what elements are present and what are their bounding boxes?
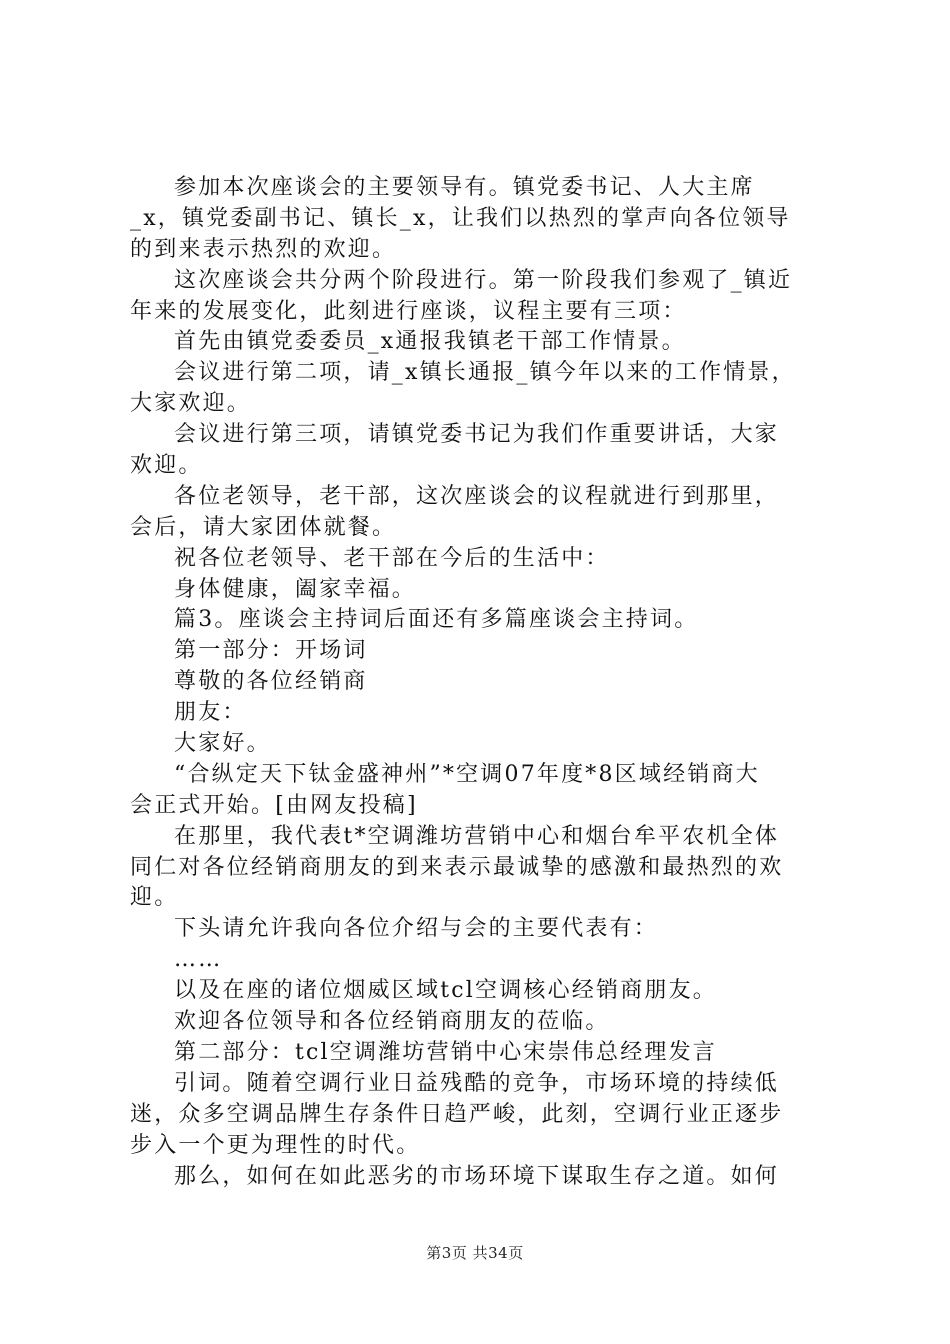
text-line: 第二部分：tcl空调潍坊营销中心宋崇伟总经理发言: [174, 1039, 717, 1065]
text-line: 引词。随着空调行业日益残酷的竞争，市场环境的持续低: [174, 1070, 780, 1096]
text-line: ……: [174, 947, 223, 973]
text-line: 会议进行第三项，请镇党委书记为我们作重要讲话，大家: [174, 422, 780, 448]
text-line: 大家好。: [174, 731, 271, 757]
text-line: 欢迎各位领导和各位经销商朋友的莅临。: [174, 1009, 610, 1035]
text-line: 在那里，我代表t*空调潍坊营销中心和烟台牟平农机全体: [174, 823, 780, 849]
text-line: 这次座谈会共分两个阶段进行。第一阶段我们参观了_镇近: [174, 267, 793, 293]
text-line: 会议进行第二项，请_x镇长通报_镇今年以来的工作情景，: [174, 360, 796, 386]
page-number-footer: 第3页 共34页: [426, 1244, 524, 1262]
text-line: _x，镇党委副书记、镇长_x，让我们以热烈的掌声向各位领导: [130, 205, 791, 231]
text-line: 同仁对各位经销商朋友的到来表示最诚挚的感激和最热烈的欢: [130, 854, 784, 880]
text-line: 各位老领导，老干部，这次座谈会的议程就进行到那里，: [174, 483, 780, 509]
text-line: 身体健康，阖家幸福。: [174, 576, 417, 602]
text-line: 的到来表示热烈的欢迎。: [130, 236, 397, 262]
text-line: 年来的发展变化，此刻进行座谈，议程主要有三项：: [130, 298, 687, 324]
text-line: 会正式开始。[由网友投稿]: [130, 792, 418, 818]
text-line: 尊敬的各位经销商: [174, 669, 368, 695]
text-line: 篇3。座谈会主持词后面还有多篇座谈会主持词。: [174, 607, 699, 633]
text-line: 步入一个更为理性的时代。: [130, 1132, 421, 1158]
text-line: 迷，众多空调品牌生存条件日趋严峻，此刻，空调行业正逐步: [130, 1101, 784, 1127]
text-line: 大家欢迎。: [130, 391, 252, 417]
text-line: 参加本次座谈会的主要领导有。镇党委书记、人大主席: [174, 175, 755, 200]
text-line: 第一部分：开场词: [174, 638, 368, 664]
text-line: 祝各位老领导、老干部在今后的生活中：: [174, 545, 610, 571]
text-line: 欢迎。: [130, 453, 203, 479]
text-line: 会后，请大家团体就餐。: [130, 514, 397, 540]
document-body: [130, 173, 830, 1192]
text-line: 迎。: [130, 885, 179, 911]
text-line: 首先由镇党委委员_x通报我镇老干部工作情景。: [174, 329, 686, 355]
text-line: 下头请允许我向各位介绍与会的主要代表有：: [174, 916, 659, 942]
text-line: “合纵定天下钛金盛神州”*空调07年度*8区域经销商大: [174, 761, 760, 787]
text-line: 以及在座的诸位烟威区域tcl空调核心经销商朋友。: [174, 978, 717, 1004]
text-line: 那么，如何在如此恶劣的市场环境下谋取生存之道。如何: [174, 1163, 780, 1189]
text-line: 朋友：: [174, 700, 247, 726]
